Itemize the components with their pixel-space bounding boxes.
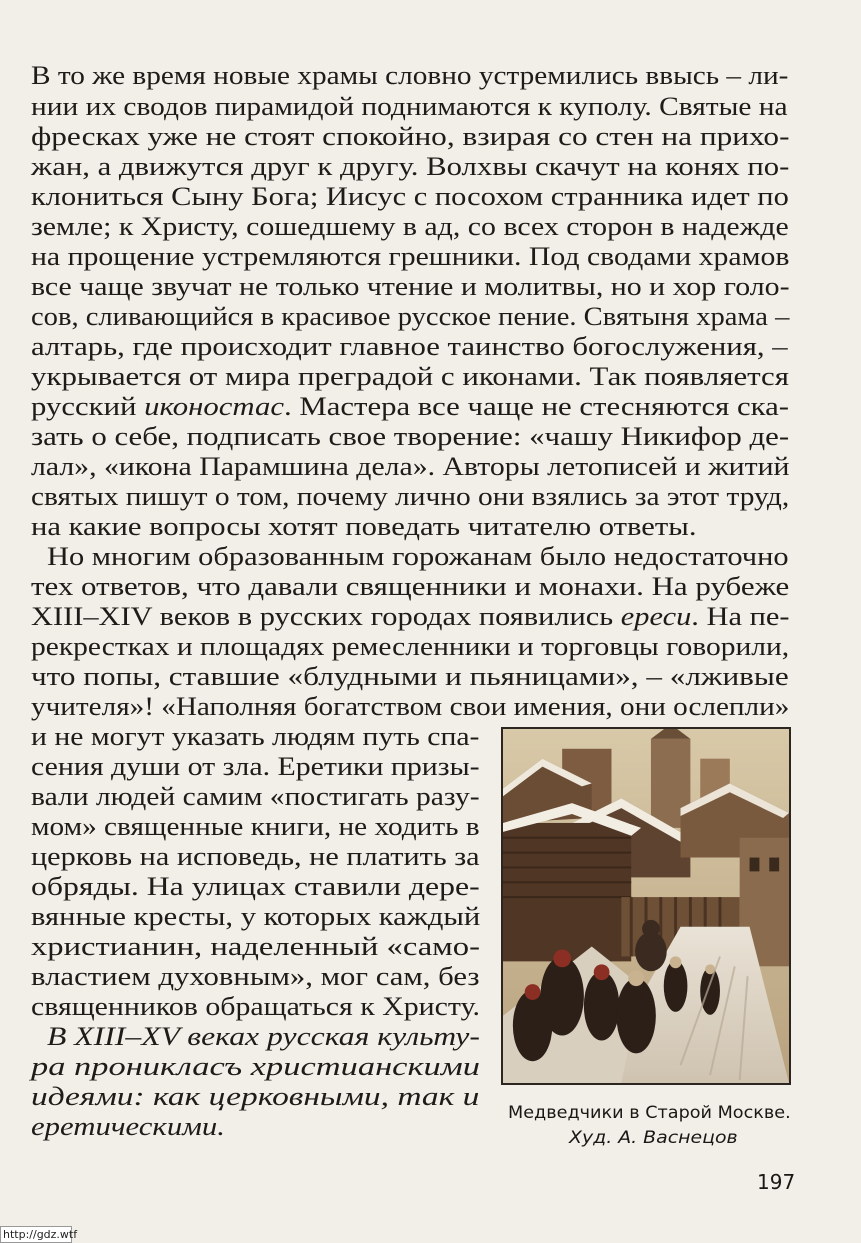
text-line: вали людей самим «постигать разу- xyxy=(31,782,480,811)
text-line: учителя»! «Наполняя богатством свои имения, они ослепли» xyxy=(31,692,790,721)
illustration-caption-title: Медведчики в Старой Москве. xyxy=(508,1103,791,1123)
page-number: 197 xyxy=(757,1170,796,1194)
text-line: клониться Сыну Бога; Иисус с посохом странника идет по xyxy=(31,182,789,211)
text-line xyxy=(31,602,789,632)
text-line: вянные кресты, у которых каждый xyxy=(31,902,481,931)
text-line: на прощение устремляются грешники. Под сводами храмов xyxy=(31,242,790,271)
text-run: . На пе- xyxy=(691,602,790,631)
text-run: . Мастера все чаще не стесняются ска- xyxy=(284,392,789,421)
text-line: сов, сливающийся в красивое русское пение. Святыня храма – xyxy=(31,302,790,331)
text-line: тех ответов, что давали священники и монахи. На рубеже xyxy=(31,572,790,601)
text-line: на какие вопросы хотят поведать читателю ответы. xyxy=(31,512,697,541)
text-line: алтарь, где происходит главное таинство богослужения, – xyxy=(31,332,788,361)
term-iconostasis: иконостас xyxy=(144,392,285,421)
text-line: что попы, ставшие «блудными и пьяницами», – «лживые xyxy=(31,662,789,691)
watermark-link[interactable]: http://gdz.wtf xyxy=(0,1226,72,1243)
text-line: и не могут указать людям путь спа- xyxy=(31,722,480,751)
text-line: святых пишут о том, почему лично они взялись за этот труд, xyxy=(31,482,790,511)
conclusion-line: ра проникласъ христианскими xyxy=(31,1052,480,1081)
text-line: рекрестках и площадях ремесленники и торговцы говорили, xyxy=(31,632,790,661)
conclusion-line: В XIII–XV веках русская культу- xyxy=(47,1022,480,1051)
text-line: Но многим образованным горожанам было недостаточно xyxy=(47,542,789,571)
winter-street-painting xyxy=(503,729,789,1083)
text-line: властием духовным», мог сам, без xyxy=(31,962,480,991)
illustration-caption-author: Худ. А. Васнецов xyxy=(569,1128,738,1148)
text-line xyxy=(31,392,789,422)
text-line: церковь на исповедь, не платить за xyxy=(31,842,480,871)
text-line: зать о себе, подписать свое творение: «чашу Никифор де- xyxy=(31,422,790,451)
text-line: жан, а движутся друг к другу. Волхвы скачут на конях по- xyxy=(31,152,790,181)
text-line: мом» священные книги, не ходить в xyxy=(31,812,480,841)
conclusion-line: идеями: как церковными, так и xyxy=(31,1082,480,1111)
term-heresy: ереси xyxy=(620,602,692,631)
text-line: христианин, наделенный «само- xyxy=(31,932,480,961)
text-line: все чаще звучат не только чтение и молитвы, но и хор голо- xyxy=(31,272,790,301)
text-line: нии их сводов пирамидой поднимаются к куполу. Святые на xyxy=(31,92,788,121)
text-line: В то же время новые храмы словно устремились ввысь – ли- xyxy=(31,61,789,90)
text-line: фресках уже не стоят спокойно, взирая со стен на прихо- xyxy=(31,122,790,151)
text-line: лал», «икона Парамшина дела». Авторы летописей и житий xyxy=(31,452,790,481)
conclusion-line: еретическими. xyxy=(31,1112,225,1141)
text-run: русский xyxy=(31,392,145,421)
text-line: земле; к Христу, сошедшему в ад, со всех сторон в надежде xyxy=(31,212,789,241)
text-line: обряды. На улицах ставили дере- xyxy=(31,872,480,901)
text-line: священников обращаться к Христу. xyxy=(31,992,480,1021)
text-line: сения души от зла. Еретики призы- xyxy=(31,752,480,781)
painting-illustration xyxy=(501,727,791,1085)
text-run: XIII–XIV веков в русских городах появились xyxy=(31,602,621,631)
text-line: укрывается от мира преградой с иконами. Так появляется xyxy=(31,362,789,391)
